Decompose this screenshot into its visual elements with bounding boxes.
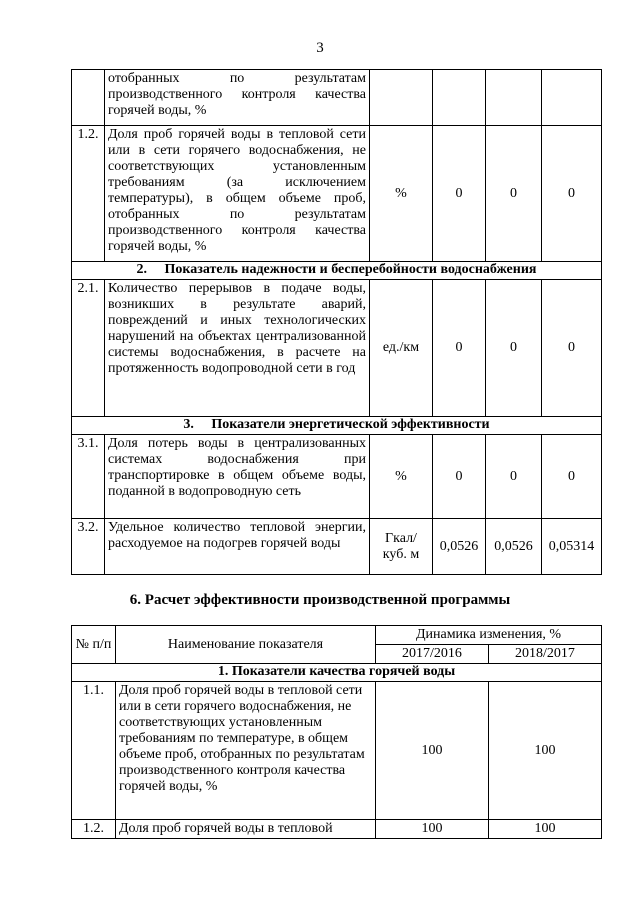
section-heading: 6. Расчет эффективности производственной программы [129,592,511,608]
page-number: 3 [316,40,324,56]
table-row [72,820,602,839]
row-value: 0 [433,280,486,417]
row-value: 0 [486,280,542,417]
section-row [72,262,602,280]
section-title: 1. Показатели качества горячей воды [72,664,602,682]
header-period: 2017/2016 [376,645,489,664]
table-row [72,70,602,126]
row-description: Доля проб горячей воды в тепловой сети или в сети горячего водоснабжения, не соответствующих установленным требованиям по температуре, в общем объеме проб, отобранных по результатам производственного контроля качества горячей воды, % [116,682,376,820]
row-value: 0 [433,126,486,262]
row-description: Удельное количество тепловой энергии, расходуемое на подогрев горячей воды [105,519,370,575]
row-description: Доля проб горячей воды в тепловой [116,820,376,839]
row-value [433,70,486,126]
row-value: 100 [376,820,489,839]
header-row [72,626,602,645]
row-value: 0 [433,435,486,519]
row-unit: % [370,435,433,519]
row-number [72,70,105,126]
section-row [72,664,602,682]
row-value: 0 [542,435,602,519]
header-period: 2018/2017 [489,645,602,664]
row-value: 0 [486,435,542,519]
row-value: 0,0526 [433,519,486,575]
row-description: отобранных по результатам производственного контроля качества горячей воды, % [105,70,370,126]
row-value: 0,05314 [542,519,602,575]
row-number: 1.1. [72,682,116,820]
efficiency-table [71,625,602,839]
section-number: 2. [136,262,148,277]
table-row [72,519,602,575]
row-unit [370,70,433,126]
section-title [72,262,602,280]
table-row [72,126,602,262]
row-number: 2.1. [72,280,105,417]
row-unit: % [370,126,433,262]
row-unit: ед./км [370,280,433,417]
section-number: 3. [183,417,194,432]
row-value: 100 [489,820,602,839]
row-value: 0 [542,280,602,417]
row-value: 100 [489,682,602,820]
row-number: 1.2. [72,820,116,839]
row-number: 3.2. [72,519,105,575]
row-description: Доля потерь воды в централизованных системах водоснабжения при транспортировке в общем объеме воды, поданной в водопроводную сеть [105,435,370,519]
table-row [72,435,602,519]
header-dynamics: Динамика изменения, % [376,626,602,645]
row-value: 0 [486,126,542,262]
indicators-table [71,69,602,575]
row-unit: Гкал/ куб. м [370,519,433,575]
row-description: Доля проб горячей воды в тепловой сети или в сети горячего водоснабжения, не соответствующих установленным требованиям (за исключением температуры), в общем объеме проб, отобранных по результатам производственного контроля качества горячей воды, % [105,126,370,262]
header-name: Наименование показателя [116,626,376,664]
section-title [72,417,602,435]
row-value: 0,0526 [486,519,542,575]
row-value [542,70,602,126]
table-row [72,280,602,417]
section-row [72,417,602,435]
row-number: 1.2. [72,126,105,262]
section-label: Показатель надежности и бесперебойности водоснабжения [164,262,537,277]
row-value: 0 [542,126,602,262]
row-number: 3.1. [72,435,105,519]
row-value: 100 [376,682,489,820]
header-number: № п/п [72,626,116,664]
table-row [72,682,602,820]
row-value [486,70,542,126]
section-label: Показатели энергетической эффективности [211,417,490,432]
row-description: Количество перерывов в подаче воды, возникших в результате аварий, повреждений и иных технологических нарушений на объектах централизованной системы водоснабжения, в расчете на протяженность водопроводной сети в год [105,280,370,417]
